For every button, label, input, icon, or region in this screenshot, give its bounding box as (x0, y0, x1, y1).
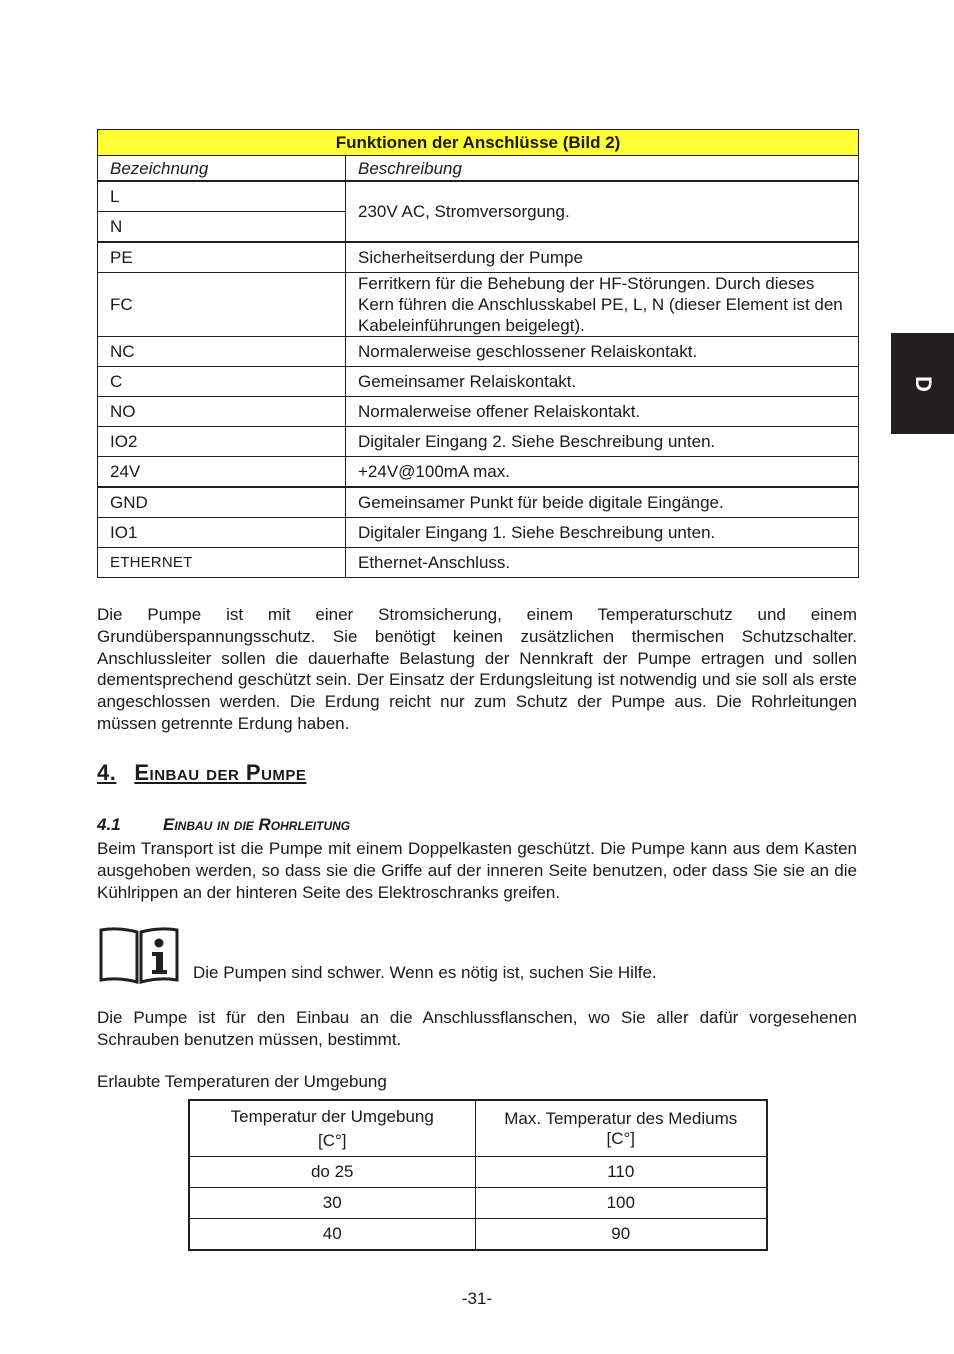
table-cell-desc: Normalerweise offener Relaiskontakt. (346, 397, 859, 427)
paragraph-transport: Beim Transport ist die Pumpe mit einem Doppelkasten geschützt. Die Pumpe kann aus dem Kasten ausgehoben werden, so dass sie die Griffe auf der inneren Seite benutzen, oder dass Sie sie an die Kühlrippen an der hinteren Seite des Elektroschranks greifen. (97, 839, 857, 902)
table-cell-name: GND (98, 487, 346, 518)
section-number: 4. (97, 760, 117, 785)
table-cell-desc: Digitaler Eingang 2. Siehe Beschreibung unten. (346, 427, 859, 457)
table-cell-ambient: do 25 (189, 1157, 475, 1188)
table-cell-name: L (98, 181, 346, 212)
paragraph-protection: Die Pumpe ist mit einer Stromsicherung, einem Temperaturschutz und einem Grundüberspannungsschutz. Sie benötigt keinen zusätzlichen thermischen Schutzschalter. Anschlussleiter sollen die dauerhafte Belastung der Nennkraft der Pumpe ertragen und sollen dementsprechend geschützt sein. Der Einsatz der Erdungsleitung ist notwendig und sie soll als erste angeschlossen werden. Die Erdung reicht nur zum Schutz der Pumpe aus. Die Rohrleitungen müssen getrennte Erdung haben. (97, 605, 857, 733)
table-cell-desc: Gemeinsamer Relaiskontakt. (346, 367, 859, 397)
table-cell-name: IO2 (98, 427, 346, 457)
table-cell-ambient: 40 (189, 1219, 475, 1251)
table-cell-desc: +24V@100mA max. (346, 457, 859, 488)
section-title: Einbau der Pumpe (134, 760, 307, 785)
connections-table-title: Funktionen der Anschlüsse (Bild 2) (98, 130, 859, 156)
subsection-number: 4.1 (97, 815, 121, 834)
table-cell-desc: Sicherheitserdung der Pumpe (346, 242, 859, 273)
temperature-caption: Erlaubte Temperaturen der Umgebung (97, 1072, 387, 1091)
table-cell-desc: 230V AC, Stromversorgung. (346, 181, 859, 242)
table-cell-medium: 90 (475, 1219, 767, 1251)
language-tab-label: D (910, 375, 936, 392)
table-cell-desc: Normalerweise geschlossener Relaiskontakt. (346, 337, 859, 367)
temperature-table (188, 1099, 768, 1251)
table-cell-medium: 100 (475, 1188, 767, 1219)
table-cell-name: 24V (98, 457, 346, 488)
page-number: -31- (461, 1289, 493, 1308)
section-heading (97, 760, 306, 786)
header-unit: [C°] (317, 1130, 347, 1150)
table-cell-desc: Ethernet-Anschluss. (346, 548, 859, 578)
info-note: Die Pumpen sind schwer. Wenn es nötig ist, suchen Sie Hilfe. (193, 963, 657, 982)
table-cell-ambient: 30 (189, 1188, 475, 1219)
column-header-ambient (189, 1100, 475, 1157)
connections-table (97, 129, 859, 578)
subsection-heading (97, 815, 350, 835)
header-unit: [C°] (606, 1128, 636, 1148)
subsection-title: Einbau in die Rohrleitung (163, 815, 351, 834)
header-line: Temperatur der Umgebung (230, 1106, 434, 1126)
column-header-designation: Bezeichnung (98, 156, 346, 182)
table-cell-desc: Gemeinsamer Punkt für beide digitale Eingänge. (346, 487, 859, 518)
table-cell-name: FC (98, 273, 346, 337)
column-header-description: Beschreibung (346, 156, 859, 182)
table-cell-name: C (98, 367, 346, 397)
table-cell-name: IO1 (98, 518, 346, 548)
table-cell-name: N (98, 212, 346, 243)
table-cell-name: NO (98, 397, 346, 427)
table-cell-desc: Ferritkern für die Behebung der HF-Störungen. Durch dieses Kern führen die Anschlusskabel PE, L, N (dieser Element ist den Kabeleinführungen beigelegt). (346, 273, 859, 337)
info-book-icon (98, 926, 180, 984)
table-cell-medium: 110 (475, 1157, 767, 1188)
paragraph-flanges: Die Pumpe ist für den Einbau an die Anschlussflanschen, wo Sie aller dafür vorgesehenen Schrauben benutzen müssen, bestimmt. (97, 1008, 857, 1049)
language-tab (891, 333, 954, 434)
table-cell-name: NC (98, 337, 346, 367)
table-cell-name: PE (98, 242, 346, 273)
table-cell-desc: Digitaler Eingang 1. Siehe Beschreibung unten. (346, 518, 859, 548)
column-header-medium (475, 1100, 767, 1157)
table-cell-name: ETHERNET (98, 548, 346, 578)
header-line: Max. Temperatur des Mediums (504, 1108, 738, 1128)
